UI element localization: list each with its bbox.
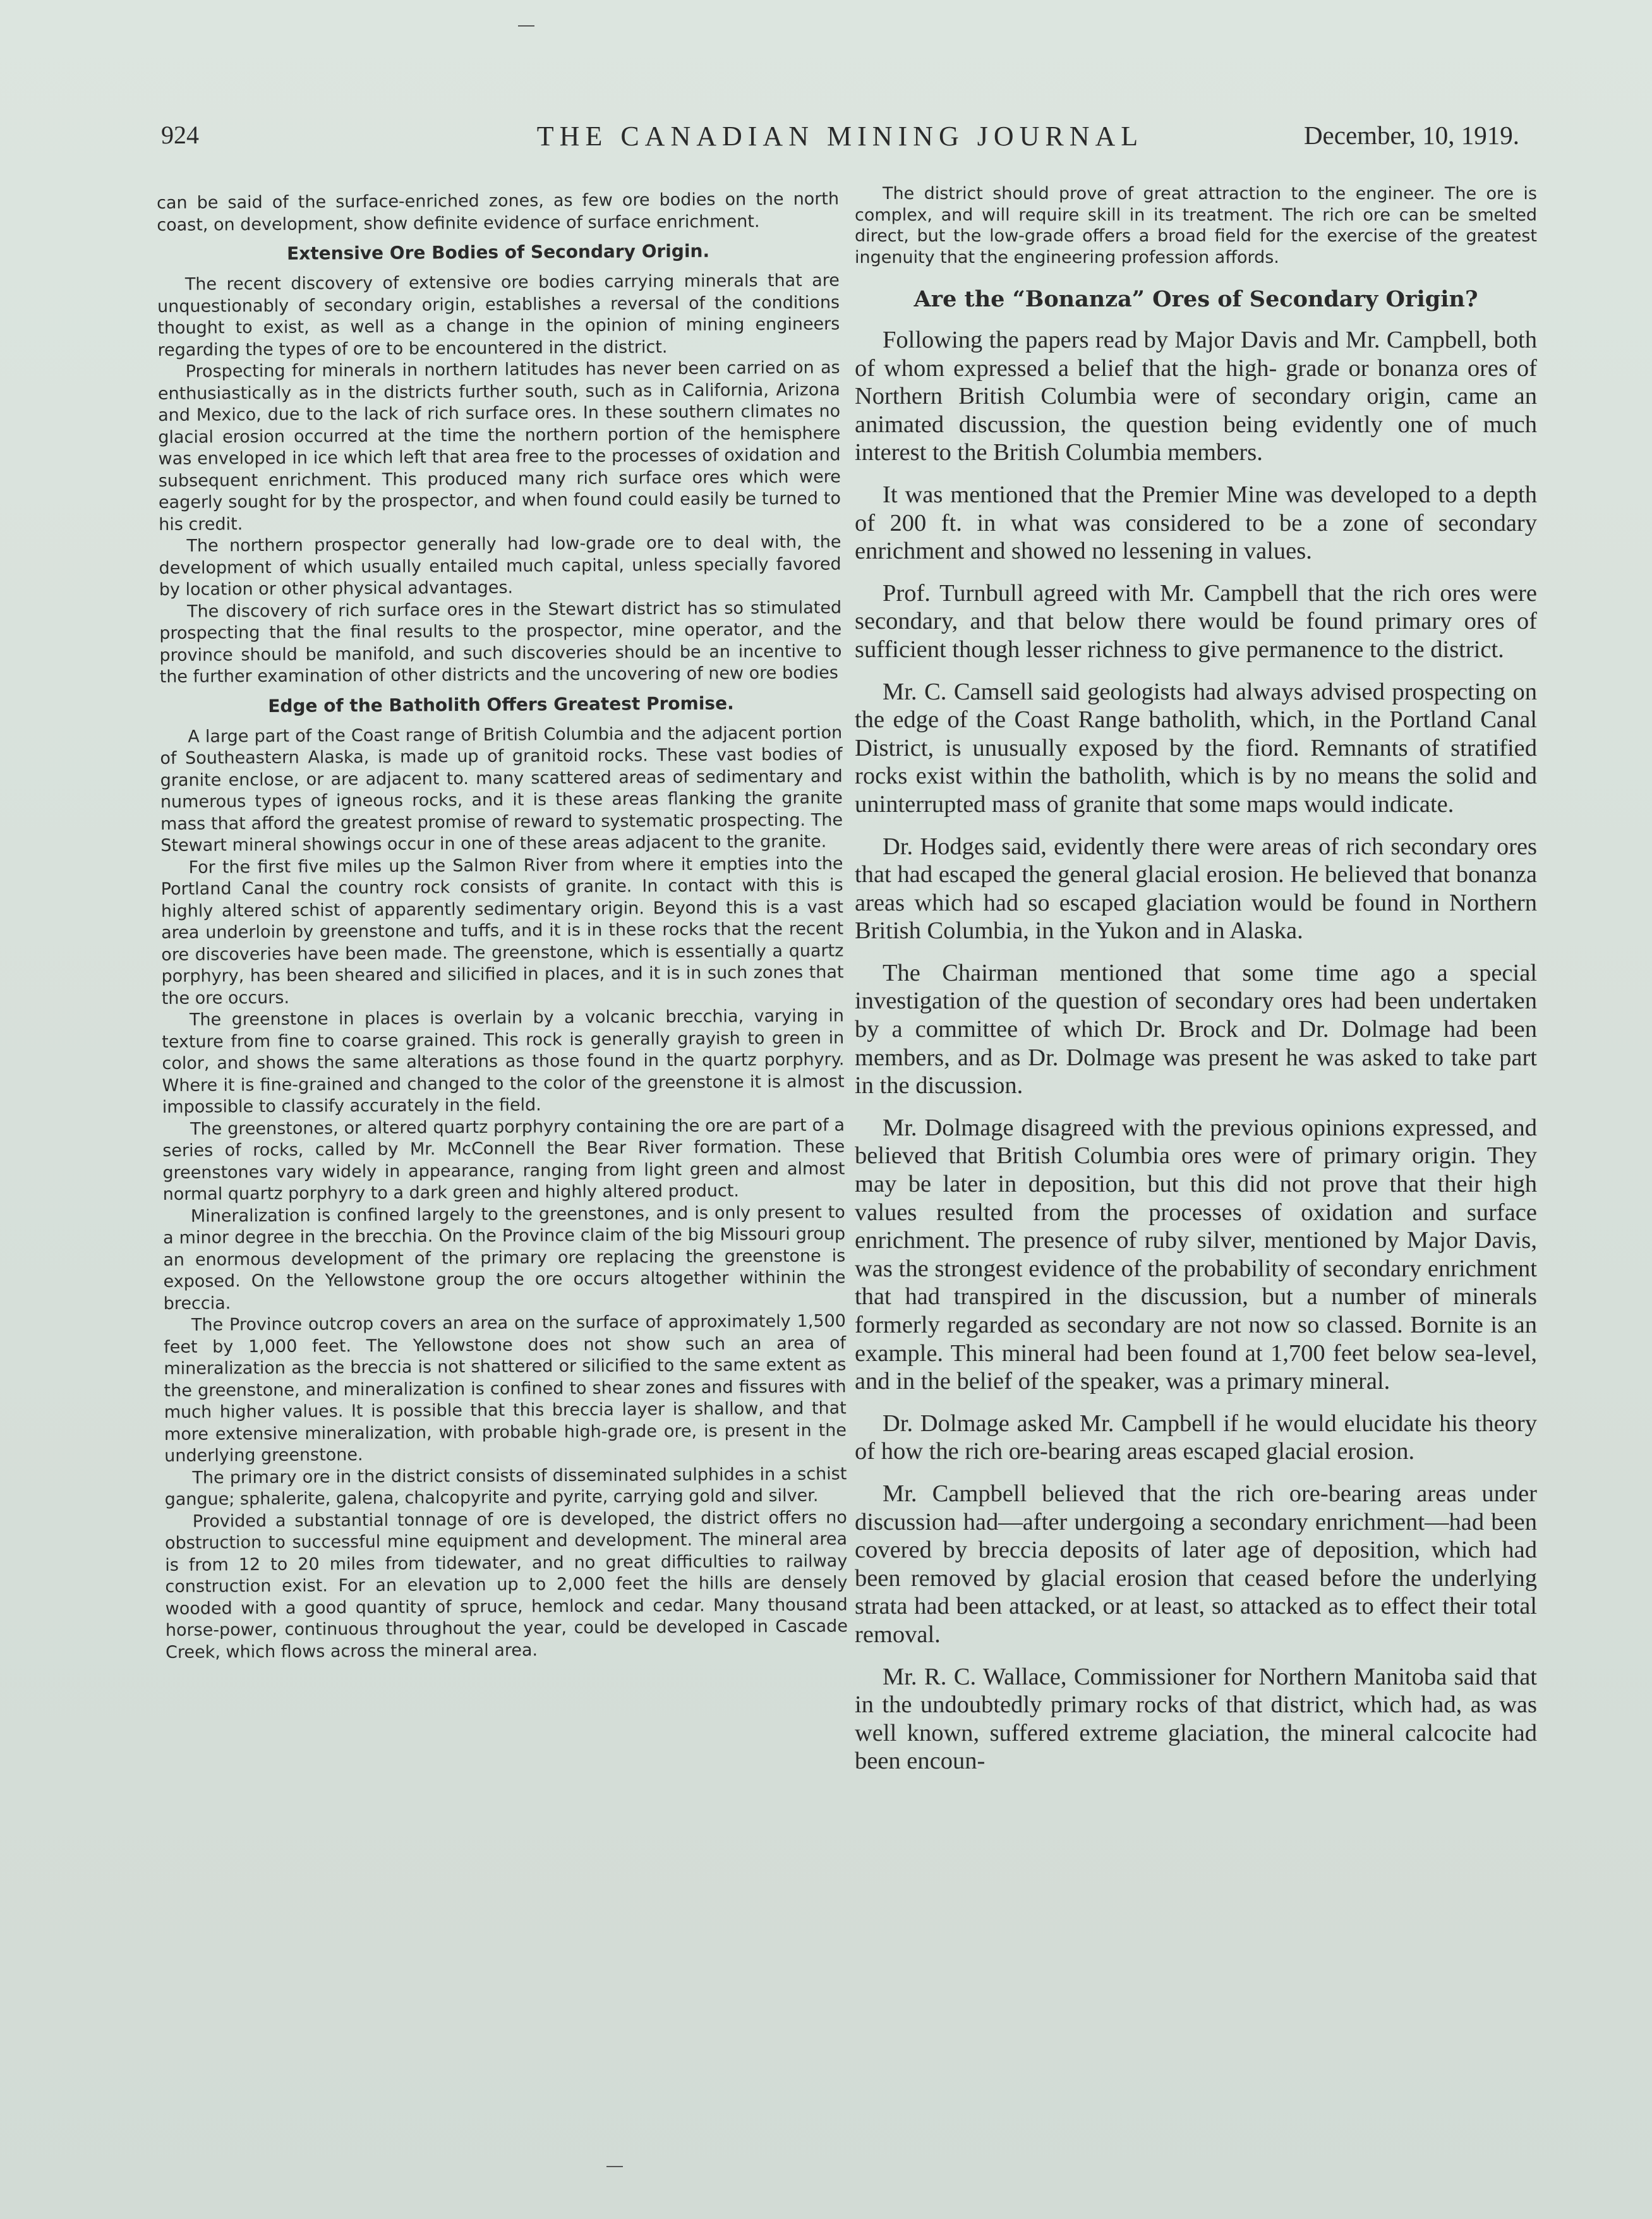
paragraph: Provided a substantial tonnage of ore is developed, the district offers no obstruction to successful mine equipment and development. The mineral area is from 12 to 20 miles from tidewater, and no great difficulties to railway construction exist. For an elevation up to 2,000 feet the hills are densely wooded with a good quantity of spruce, hemlock and cedar. Many thousand horse-power, continuous throughout the year, could be developed in Cascade Creek, which flows across the mineral area. [164,1507,848,1662]
paragraph: Mr. Dolmage disagreed with the previous opinions expressed, and believed that British Columbia ores were of primary origin. They may be later in deposition, but this did not prove that their high values resulted from the processes of oxidation and surface enrichment. The presence of ruby silver, mentioned by Major Davis, was the strongest evidence of the probability of secondary enrichment that had transpired in the discussion, but a number of minerals formerly regarded as secondary are not now so classed. Bornite is an example. This mineral had been found at 1,700 feet below sea-level, and in the belief of the speaker, was a primary mineral. [855,1114,1537,1395]
paragraph: Following the papers read by Major Davis and Mr. Campbell, both of whom expressed a belief that the high- grade or bonanza ores of Northern British Columbia were of secondary origin, came an animated discussion, the question being evidently one of much interest to the British Columbia members. [855,327,1537,466]
paragraph: Mr. Campbell believed that the rich ore-bearing areas under discussion had—after undergoing a secondary enrichment—had been covered by breccia deposits of later age of deposition, which had been removed by glacial erosion that ceased before the underlying strata had been attacked, or at least, so attacked as to effect their total removal. [855,1480,1537,1648]
paragraph: Dr. Hodges said, evidently there were areas of rich secondary ores that had escaped the general glacial erosion. He believed that bonanza areas which had so escaped glaciation would be found in Northern British Columbia, in the Yukon and in Alaska. [855,833,1537,945]
section-heading: Extensive Ore Bodies of Secondary Origin. [286,240,710,264]
paragraph: The recent discovery of extensive ore bodies carrying minerals that are unquestionably of secondary origin, establishes a reversal of the conditions thought to exist, as well as a change in the opinion of mining engineers regarding the types of ore to be encountered in the district. [157,270,840,360]
page-header [161,120,1519,164]
paragraph: Prof. Turnbull agreed with Mr. Campbell that the rich ores were secondary, and that below there would be found primary ores of sufficient though lesser richness to give permanence to the district. [855,579,1537,663]
paragraph: The greenstones, or altered quartz porphyry containing the ore are part of a series of rocks, called by Mr. McConnell the Bear River formation. These greenstones vary widely in appearance, ranging from light green and almost normal quartz porphyry to a dark green and highly altered product. [162,1115,845,1204]
paragraph: Mineralization is confined largely to the greenstones, and is only present to a minor degree in the brecchia. On the Province claim of the big Missouri group an enormous development of the primary ore replacing the greenstone is exposed. On the Yellowstone group the ore occurs altogether withinin the breccia. [163,1202,846,1314]
left-column [157,188,848,1664]
paragraph: The Province outcrop covers an area on the surface of approximately 1,500 feet by 1,000 feet. The Yellowstone does not show such an area of mineralization as the breccia is not shattered or silicified to the same extent as the greenstone, and mineralization is confined to shear zones and fissures with much higher values. It is possible that this breccia layer is shallow, and that more extensive mineralization, with probable high-grade ore, is present in the underlying greenstone. [164,1311,847,1466]
right-column [855,183,1537,1789]
paragraph: The primary ore in the district consists of disseminated sulphides in a schist gangue; sphalerite, galena, chalcopyrite and pyrite, carrying gold and silver. [164,1463,847,1509]
paragraph: can be said of the surface-enriched zones, as few ore bodies on the north coast, on development, show definite evidence of surface enrichment. [157,189,840,235]
paragraph: Prospecting for minerals in northern latitudes has never been carried on as enthusiastically as in the districts further south, such as in California, Arizona and Mexico, due to the lack of rich surface ores. In these southern climates no glacial erosion occurred at the time the northern portion of the hemisphere was enveloped in ice which left that area free to the processes of oxidation and subsequent enrichment. This produced many rich surface ores which were eagerly sought for by the prospector, and when found could easily be turned to his credit. [157,358,841,535]
paragraph: A large part of the Coast range of British Columbia and the adjacent portion of Southeastern Alaska, is made up of granitoid rocks. These vast bodies of granite enclose, or are adjacent to. many scattered areas of sedimentary and numerous types of igneous rocks, and it is these areas flanking the granite mass that afford the greatest promise of reward to systematic prospecting. The Stewart mineral showings occur in one of these areas adjacent to the granite. [160,722,843,856]
section-heading: Edge of the Batholith Offers Greatest Promise. [268,692,734,716]
page-number: 924 [161,121,199,149]
paragraph: Dr. Dolmage asked Mr. Campbell if he would elucidate his theory of how the rich ore-bearing areas escaped glacial erosion. [855,1410,1537,1465]
paragraph: It was mentioned that the Premier Mine was developed to a depth of 200 ft. in what was considered to be a zone of secondary enrichment and showed no lessening in values. [855,481,1537,565]
paragraph: The northern prospector generally had low-grade ore to deal with, the development of which usually entailed much capital, unless specially favored by location or other physical advantages. [159,532,841,600]
bottom-mark [606,2166,623,2167]
paragraph: For the first five miles up the Salmon River from where it empties into the Portland Canal the country rock consists of granite. In contact with this is highly altered schist of apparently sedimentary origin. Beyond this is a vast area underloin by greenstone and tuffs, and it is in these rocks that the recent ore discoveries have been made. The greenstone, which is essentially a quartz porphyry, has been sheared and silicified in places, and it is in such zones that the ore occurs. [160,853,844,1008]
paragraph: Mr. R. C. Wallace, Commissioner for Northern Manitoba said that in the undoubtedly primary rocks of that district, which had, as was well known, suffered extreme glaciation, the mineral calcocite had been encoun- [855,1663,1537,1775]
issue-date: December, 10, 1919. [1303,121,1519,150]
paragraph: The discovery of rich surface ores in the Stewart district has so stimulated prospecting that the final results to the prospector, mine operator, and the province should be manifold, and such discoveries should be an incentive to the further examination of other districts and the uncovering of new ore bodies [159,597,842,687]
top-mark [518,25,534,27]
paragraph: Mr. C. Camsell said geologists had always advised prospecting on the edge of the Coast Range batholith, which, in the Portland Canal District, is unusually exposed by the fiord. Remnants of stratified rocks exist within the batholith, which is by no means the solid and uninterrupted mass of granite that some maps would indicate. [855,678,1537,818]
paragraph: The Chairman mentioned that some time ago a special investigation of the question of secondary ores had been undertaken by a committee of which Dr. Brock and Dr. Dolmage had been members, and as Dr. Dolmage was present he was asked to take part in the discussion. [855,959,1537,1099]
paragraph: The greenstone in places is overlain by a volcanic brecchia, varying in texture from fine to coarse grained. This rock is generally grayish to green in color, and shows the same alterations as those found in the quartz porphyry. Where it is fine-grained and changed to the color of the greenstone it is almost impossible to classify accurately in the field. [162,1006,845,1117]
intro-paragraph: The district should prove of great attraction to the engineer. The ore is complex, and will require skill in its treatment. The rich ore can be smelted direct, but the low-grade offers a broad field for the exercise of the greatest ingenuity that the engineering profession affords. [855,184,1537,267]
article-heading: Are the “Bonanza” Ores of Secondary Origin? [913,286,1478,312]
journal-title: THE CANADIAN MINING JOURNAL [536,121,1144,152]
